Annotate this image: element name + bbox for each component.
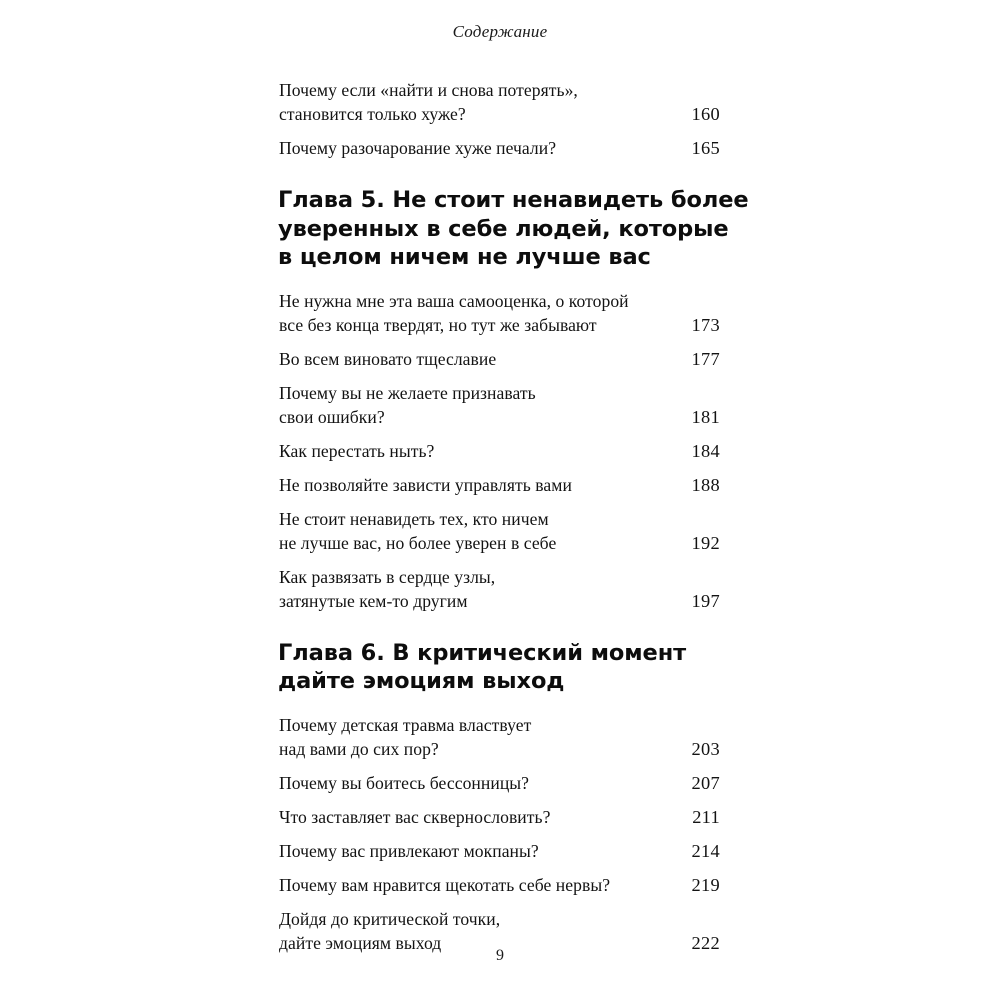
chapter-heading[interactable] bbox=[278, 639, 687, 696]
toc-entry-page-number: 219 bbox=[691, 874, 720, 895]
toc-entry-page-number: 165 bbox=[691, 138, 720, 158]
toc-entry-title bbox=[278, 771, 529, 795]
toc-entry-page-number: 192 bbox=[691, 532, 720, 553]
toc-entry-page-number: 222 bbox=[691, 932, 720, 953]
toc-entry-page-number: 173 bbox=[691, 314, 720, 335]
toc-entry-title-line: Почему детская травма властвует bbox=[279, 714, 532, 735]
toc-entry-page-number: 207 bbox=[691, 772, 720, 793]
toc-entry[interactable] bbox=[278, 347, 720, 371]
toc-entry[interactable] bbox=[278, 713, 720, 761]
toc-entry[interactable] bbox=[278, 873, 720, 897]
toc-entry-title bbox=[278, 289, 629, 337]
entry-spacer bbox=[278, 126, 720, 136]
toc-entry[interactable] bbox=[278, 473, 720, 497]
toc-entry-title bbox=[278, 565, 495, 613]
entry-spacer bbox=[278, 555, 720, 565]
toc-entry-title-line: над вами до сих пор? bbox=[279, 738, 439, 759]
toc-entry-title bbox=[278, 473, 572, 497]
toc-entry[interactable] bbox=[278, 439, 720, 463]
entry-spacer bbox=[278, 337, 720, 347]
toc-entry-page-number: 188 bbox=[691, 474, 720, 495]
toc-entry[interactable] bbox=[278, 289, 720, 337]
chapter-heading-line: Глава 6. В критический момент bbox=[278, 639, 687, 666]
table-of-contents bbox=[278, 78, 749, 955]
chapter-heading-line: Глава 5. Не стоит ненавидеть более bbox=[278, 187, 749, 213]
page-number-folio: 9 bbox=[496, 947, 504, 964]
toc-entry-title bbox=[278, 78, 578, 126]
section-spacer bbox=[278, 613, 720, 639]
toc-entry-title-line: Почему разочарование хуже печали? bbox=[279, 138, 557, 158]
entry-spacer bbox=[278, 463, 720, 473]
section-spacer bbox=[278, 272, 720, 289]
toc-entry-title-line: Почему вас привлекают мокпаны? bbox=[279, 840, 539, 861]
toc-entry[interactable] bbox=[278, 805, 720, 829]
entry-spacer bbox=[278, 863, 720, 873]
toc-entry-page-number: 211 bbox=[692, 806, 720, 827]
running-head: Содержание bbox=[452, 22, 548, 41]
entry-spacer bbox=[278, 371, 720, 381]
toc-entry-title bbox=[278, 839, 539, 863]
toc-entry[interactable] bbox=[278, 839, 720, 863]
toc-entry-title-line: все без конца твердят, но тут же забывают bbox=[279, 314, 597, 335]
toc-entry-title-line: затянутые кем-то другим bbox=[279, 590, 468, 611]
chapter-heading-line: дайте эмоциям выход bbox=[278, 668, 565, 694]
toc-entry-title-line: Как перестать ныть? bbox=[279, 440, 435, 461]
toc-entry-page-number: 197 bbox=[691, 590, 720, 611]
toc-entry-title bbox=[278, 873, 610, 897]
toc-entry-title-line: Почему если «найти и снова потерять», bbox=[279, 80, 578, 100]
toc-entry-title bbox=[278, 136, 556, 160]
toc-entry[interactable] bbox=[278, 381, 720, 429]
toc-entry-title-line: Почему вам нравится щекотать себе нервы? bbox=[279, 874, 611, 895]
toc-entry-title bbox=[278, 347, 496, 371]
toc-entry-page-number: 181 bbox=[691, 406, 720, 427]
toc-entry-title-line: Почему вы не желаете признавать bbox=[279, 382, 536, 403]
toc-entry-title-line: Во всем виновато тщеславие bbox=[279, 348, 497, 369]
toc-entry-title-line: становится только хуже? bbox=[279, 104, 466, 124]
toc-entry-page-number: 203 bbox=[691, 738, 720, 759]
toc-entry-title bbox=[278, 439, 434, 463]
toc-entry-title-line: Не стоит ненавидеть тех, кто ничем bbox=[279, 508, 549, 529]
chapter-heading-line: уверенных в себе людей, которые bbox=[278, 215, 729, 242]
toc-entry-title bbox=[278, 805, 550, 829]
toc-entry-title-line: свои ошибки? bbox=[279, 406, 385, 427]
entry-spacer bbox=[278, 497, 720, 507]
toc-entry-title-line: Как развязать в сердце узлы, bbox=[279, 566, 496, 587]
entry-spacer bbox=[278, 829, 720, 839]
section-spacer bbox=[278, 160, 720, 186]
toc-entry[interactable] bbox=[278, 771, 720, 795]
toc-entry-title-line: Не позволяйте зависти управлять вами bbox=[279, 474, 572, 495]
entry-spacer bbox=[278, 897, 720, 907]
toc-entry-title bbox=[278, 713, 531, 761]
toc-entry[interactable] bbox=[278, 507, 720, 555]
toc-entry[interactable] bbox=[278, 78, 720, 126]
toc-entry-title-line: Что заставляет вас сквернословить? bbox=[279, 806, 551, 827]
entry-spacer bbox=[278, 795, 720, 805]
toc-entry-title-line: Дойдя до критической точки, bbox=[279, 908, 501, 929]
toc-entry[interactable] bbox=[278, 565, 720, 613]
toc-entry-title-line: Не нужна мне эта ваша самооценка, о которой bbox=[279, 290, 629, 311]
chapter-heading-line: в целом ничем не лучше вас bbox=[278, 244, 651, 270]
toc-entry-title-line: Почему вы боитесь бессонницы? bbox=[279, 772, 530, 793]
toc-entry-page-number: 184 bbox=[691, 440, 720, 461]
toc-entry-title bbox=[278, 381, 536, 429]
entry-spacer bbox=[278, 429, 720, 439]
toc-entry-page-number: 214 bbox=[691, 840, 720, 861]
toc-entry[interactable] bbox=[278, 136, 720, 160]
toc-entry-title-line: дайте эмоциям выход bbox=[279, 932, 442, 953]
chapter-heading[interactable] bbox=[278, 186, 749, 272]
toc-entry-page-number: 160 bbox=[691, 104, 720, 124]
section-spacer bbox=[278, 696, 720, 713]
entry-spacer bbox=[278, 761, 720, 771]
toc-entry-title-line: не лучше вас, но более уверен в себе bbox=[279, 532, 557, 553]
toc-entry-page-number: 177 bbox=[691, 348, 720, 369]
toc-entry-title bbox=[278, 507, 556, 555]
